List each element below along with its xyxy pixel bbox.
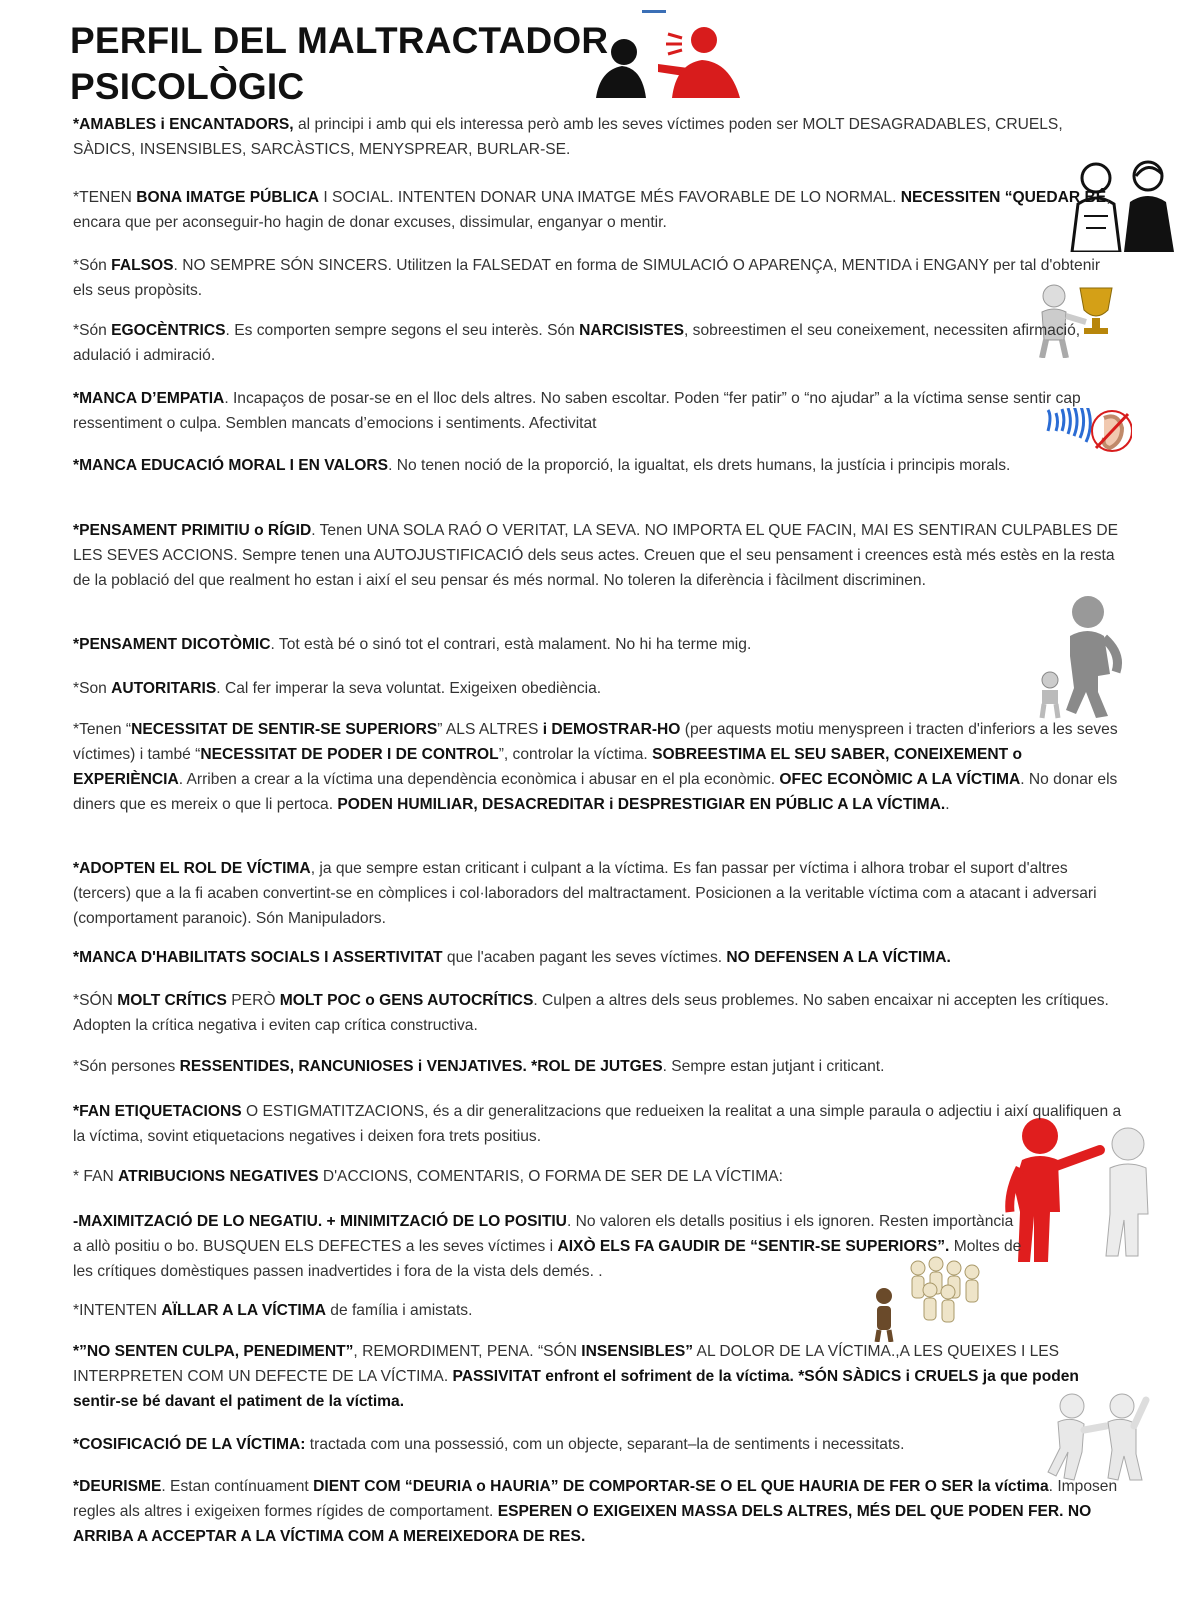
bold-text: ATRIBUCIONS NEGATIVES [118, 1168, 319, 1185]
text-run: de família i amistats. [325, 1302, 473, 1319]
paragraph-habilitats [73, 945, 1123, 970]
text-run: PERÒ [226, 992, 280, 1009]
paragraph-primitiu [73, 518, 1123, 593]
bold-text: *”NO SENTEN CULPA, PENEDIMENT” [73, 1343, 354, 1360]
paragraph-cosificacio [73, 1432, 1033, 1457]
paragraph-dicotomic [73, 632, 1123, 657]
paragraph-empatia [73, 386, 1123, 436]
bold-text: NECESSITAT DE PODER I DE CONTROL [200, 746, 499, 763]
bold-text: SOBREESTIMA EL SEU SABER, CONEIXEMENT o EXPERIÈNCIA [73, 746, 1023, 788]
text-run: . No valoren els detalls positius i els ignoren. Resten importància a allò positiu o bo. BUSQUEN ELS DEFECTES a les seves víctimes i [73, 1213, 1014, 1255]
text-run: ” ALS ALTRES [437, 721, 543, 738]
text-run: *Son [73, 680, 112, 697]
text-run: *SÓN [73, 992, 118, 1009]
text-run: *Són [73, 257, 112, 274]
text-run: *Tenen “ [73, 721, 132, 738]
bold-text: PASSIVITAT enfront el sofriment de la víctima. *SÓN SÀDICS i CRUELS ja que poden sentir-se bé davant el patiment de la víctima. [73, 1368, 1079, 1410]
text-run: , encara que per aconseguir-ho hagin de donar excuses, dissimular, enganyar o mentir. [73, 189, 1111, 231]
bold-text: *DEURISME [73, 1478, 162, 1495]
bold-text: *ADOPTEN EL ROL DE VÍCTIMA [73, 860, 311, 877]
text-run: . Incapaços de posar-se en el lloc dels altres. No saben escoltar. Poden “fer patir” o “no ajudar” a la víctima sense sentir cap ressentiment o culpa. Semblen mancats d’emocions i sentiments. Afectivitat [73, 390, 1081, 432]
bold-text: PODEN HUMILIAR, DESACREDITAR i DESPRESTIGIAR EN PÚBLIC A LA VÍCTIMA. [337, 796, 946, 813]
paragraph-amables [73, 112, 1123, 162]
bold-text: NECESSITAT DE SENTIR-SE SUPERIORS [131, 721, 438, 738]
text-run: *TENEN [73, 189, 137, 206]
bold-text: *PENSAMENT DICOTÒMIC [73, 636, 271, 653]
text-run: AL DOLOR DE LA VÍCTIMA.,A LES QUEIXES I LES INTERPRETEN COM UN DEFECTE DE LA VÍCTIMA. [73, 1343, 1060, 1385]
bold-text: RESSENTIDES, RANCUNIOSES i VENJATIVES. [179, 1058, 527, 1075]
paragraph-deurisme [73, 1474, 1123, 1549]
bold-text: i DEMOSTRAR-HO [542, 721, 681, 738]
paragraph-educacio [73, 453, 1123, 478]
paragraph-aillar [73, 1298, 1123, 1323]
bold-text: OFEC ECONÒMIC A LA VÍCTIMA [779, 771, 1021, 788]
text-run: tractada com una possessió, com un objecte, separant–la de sentiments i necessitats. [305, 1436, 905, 1453]
bold-text: MOLT CRÍTICS [117, 992, 227, 1009]
text-run: , sobreestimen el seu coneixement, necessiten afirmació, adulació i admiració. [73, 322, 1081, 364]
paragraph-critics [73, 988, 1123, 1038]
text-run: (per aquests motiu menyspreen i tracten d'inferiors a les seves víctimes) i també “ [73, 721, 1118, 763]
bold-text: *MANCA EDUCACIÓ MORAL I EN VALORS [73, 457, 389, 474]
bold-text: ESPEREN O EXIGEIXEN MASSA DELS ALTRES, MÉS DEL QUE PODEN FER. NO ARRIBA A ACCEPTAR A LA VÍCTIMA COM A MEREIXEDORA DE RES. [73, 1503, 1092, 1545]
title-line-2: PSICOLÒGIC [70, 66, 305, 107]
bold-text: DIENT COM “DEURIA o HAURIA” DE COMPORTAR-SE O EL QUE HAURIA DE FER O SER la víctima [313, 1478, 1049, 1495]
text-run: . [945, 796, 950, 813]
bold-text: *ROL DE JUTGES [531, 1058, 663, 1075]
text-run: que l'acaben pagant les seves víctimes. [442, 949, 727, 966]
bold-text: AIXÒ ELS FA GAUDIR DE “SENTIR-SE SUPERIORS”. [557, 1238, 950, 1255]
text-run: . Es comporten sempre segons el seu interès. Són [225, 322, 580, 339]
text-run: . NO SEMPRE SÓN SINCERS. Utilitzen la FALSEDAT en forma de SIMULACIÓ O APARENÇA, MENTIDA i ENGANY per tal d'obtenir els seus propòsits. [73, 257, 1101, 299]
text-run: . Estan contínuament [161, 1478, 314, 1495]
text-run: , ja que sempre estan criticant i culpant a la víctima. Es fan passar per víctima i alhora trobar el suport d'altres (tercers) que a la fi acaben convertint-se en còmplices i col·laboradors del maltractament. Posicionen a la veritable víctima com a atacant i adversari (comportament paranoic). Són Manipuladors. [73, 860, 1097, 927]
bold-text: *AMABLES i ENCANTADORS, [73, 116, 294, 133]
text-run: ”, controlar la víctima. [498, 746, 653, 763]
bold-text: AUTORITARIS [111, 680, 217, 697]
bold-text: *MANCA D'HABILITATS SOCIALS I ASSERTIVITAT [73, 949, 443, 966]
paragraph-egocentrics [73, 318, 1123, 368]
title-line-1: PERFIL DEL MALTRACTADOR [70, 20, 609, 61]
page-title [70, 18, 608, 110]
bold-text: EGOCÈNTRICS [111, 322, 226, 339]
text-run: I SOCIAL. INTENTEN DONAR UNA IMATGE MÉS FAVORABLE DE LO NORMAL. [319, 189, 901, 206]
paragraph-atribucions [73, 1164, 1123, 1189]
text-run: . Imposen regles als altres i exigeixen formes rígides de comportament. [73, 1478, 1118, 1520]
paragraph-maximitzacio [73, 1209, 1023, 1284]
text-run: . Sempre estan jutjant i criticant. [662, 1058, 885, 1075]
text-run: * FAN [73, 1168, 119, 1185]
text-run: *Són persones [73, 1058, 180, 1075]
paragraph-superiors [73, 717, 1123, 817]
bold-text: FALSOS [111, 257, 174, 274]
text-run: , REMORDIMENT, PENA. “SÓN [353, 1343, 582, 1360]
bold-text: INSENSIBLES” [581, 1343, 694, 1360]
bold-text: *COSIFICACIÓ DE LA VÍCTIMA: [73, 1436, 306, 1453]
bold-text: *PENSAMENT PRIMITIU o RÍGID [73, 522, 312, 539]
text-run: *INTENTEN [73, 1302, 162, 1319]
bold-text: NECESSITEN “QUEDAR BÉ [900, 189, 1107, 206]
text-run: . Tot està bé o sinó tot el contrari, està malament. No hi ha terme mig. [270, 636, 752, 653]
text-run: . No tenen noció de la proporció, la igualtat, els drets humans, la justícia i principis morals. [388, 457, 1011, 474]
text-run: . Culpen a altres dels seus problemes. No saben encaixar ni accepten les crítiques. Adopten la crítica negativa i eviten cap crítica constructiva. [73, 992, 1109, 1034]
paragraph-culpa [73, 1339, 1123, 1414]
text-run: . Tenen UNA SOLA RAÓ O VERITAT, LA SEVA. NO IMPORTA EL QUE FACIN, MAI ES SENTIRAN CULPABLES DE LES SEVES ACCIONS. Sempre tenen una AUTOJUSTIFICACIÓ dels seus actes. Creuen que el seu pensament i creences està més estès en la resta de la població del que realment ho estan i així el seu pensar és més normal. No toleren la diferència i fàcilment discriminen. [73, 522, 1119, 589]
bold-text: NARCISISTES [579, 322, 685, 339]
bold-text: -MAXIMITZACIÓ DE LO NEGATIU. + MINIMITZACIÓ DE LO POSITIU [73, 1213, 567, 1230]
paragraph-falsos [73, 253, 1123, 303]
text-run: O ESTIGMATITZACIONS, és a dir generalitzacions que redueixen la realitat a una simple paraula o adjectiu i així qualifiquen a la víctima, sovint etiquetacions negatives i deixen fora trets positius. [73, 1103, 1122, 1145]
bold-text: AÏLLAR A LA VÍCTIMA [161, 1302, 326, 1319]
shouting-people-illustration [592, 8, 752, 98]
text-run: . Cal fer imperar la seva voluntat. Exigeixen obediència. [216, 680, 602, 697]
text-run: . Arriben a crear a la víctima una dependència econòmica i abusar en el pla econòmic. [178, 771, 780, 788]
bold-text: BONA IMATGE PÚBLICA [136, 189, 320, 206]
bold-text: *MANCA D’EMPATIA [73, 390, 225, 407]
text-run: al principi i amb qui els interessa però amb les seves víctimes poden ser MOLT DESAGRADABLES, CRUELS, SÀDICS, INSENSIBLES, SARCÀSTICS, MENYSPREAR, BURLAR-SE. [73, 116, 1063, 158]
paragraph-bona-imatge [73, 185, 1123, 235]
paragraph-etiquetacions [73, 1099, 1123, 1149]
bold-text: MOLT POC o GENS AUTOCRÍTICS [279, 992, 534, 1009]
text-run: Moltes de les crítiques domèstiques passen inadvertides i fora de la vista dels demés. . [73, 1238, 1022, 1280]
paragraph-autoritaris [73, 676, 1123, 701]
bold-text: NO DEFENSEN A LA VÍCTIMA. [726, 949, 951, 966]
paragraph-rol-victima [73, 856, 1123, 931]
bold-text: *FAN ETIQUETACIONS [73, 1103, 242, 1120]
text-run: . No donar els diners que es mereix o que li pertoca. [73, 771, 1118, 813]
text-run: *Són [73, 322, 112, 339]
paragraph-ressentides [73, 1054, 1123, 1079]
text-run: D'ACCIONS, COMENTARIS, O FORMA DE SER DE LA VÍCTIMA: [318, 1168, 783, 1185]
